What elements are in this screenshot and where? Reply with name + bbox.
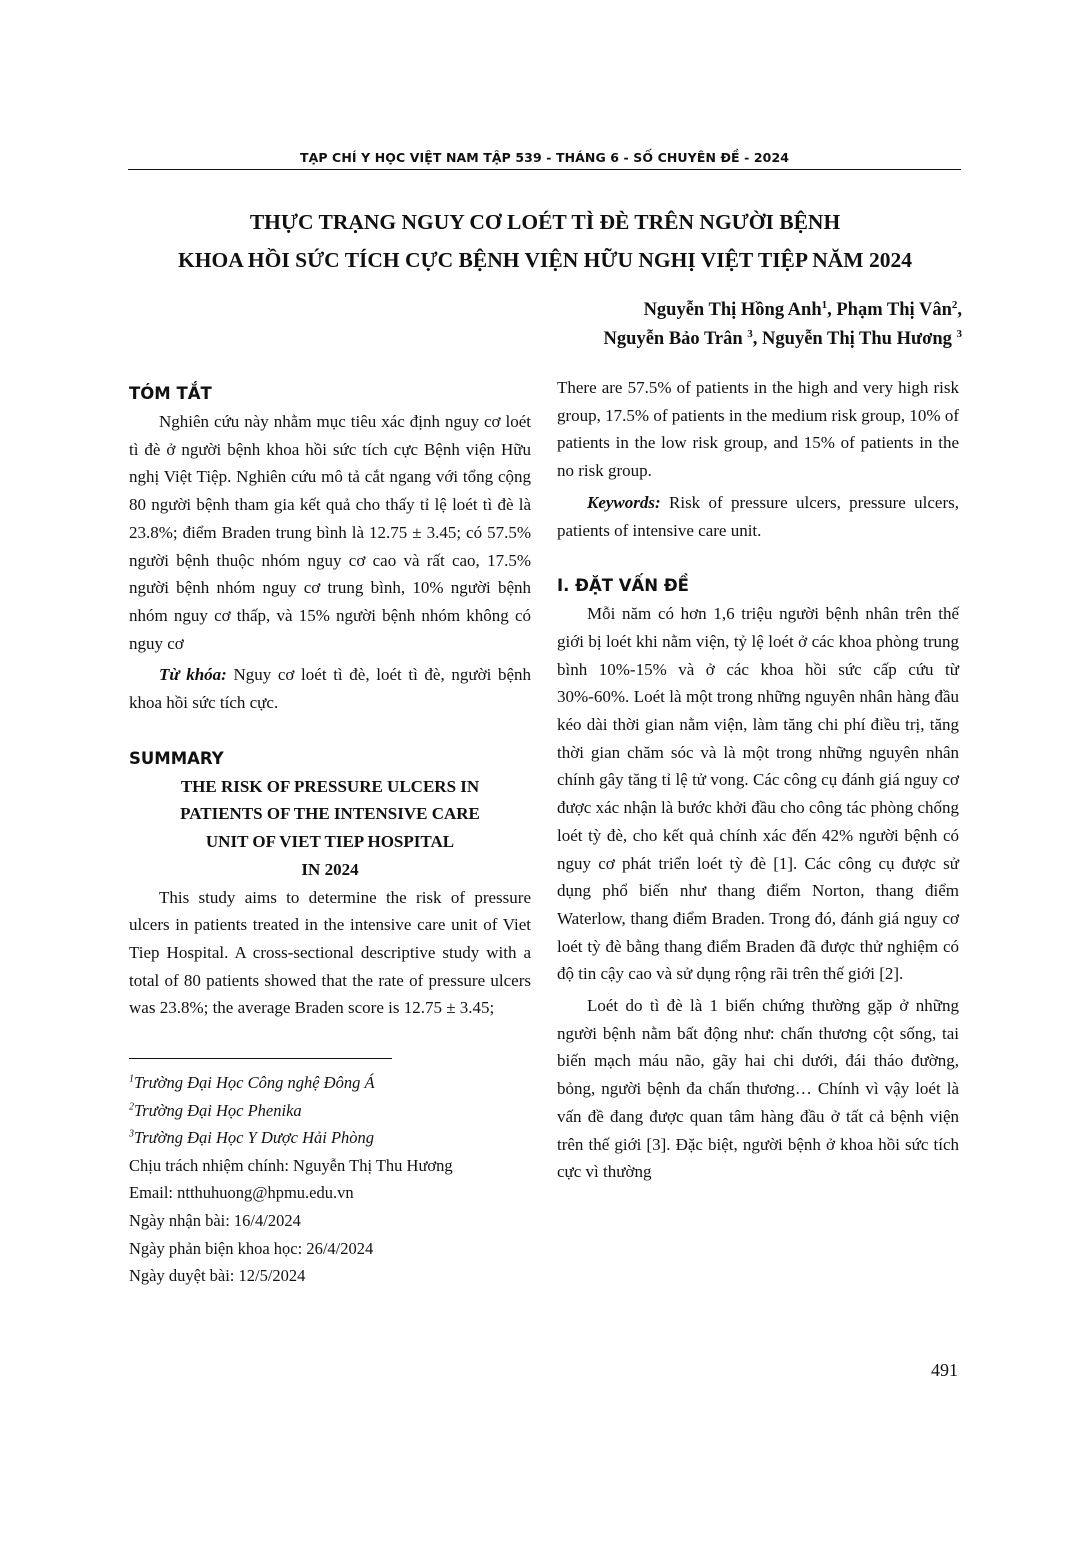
abstract-keywords — [129, 661, 531, 716]
contact-email: Email: ntthuhuong@hpmu.edu.vn — [129, 1183, 354, 1203]
affiliation-3 — [129, 1124, 531, 1152]
summary-title — [129, 773, 531, 884]
affiliation-number: 1 — [129, 1073, 134, 1085]
affiliation-text: Trường Đại Học Công nghệ Đông Á — [134, 1073, 375, 1093]
summary-text: This study aims to determine the risk of pressure ulcers in patients treated in the intensive care unit of Viet Tiep Hospital. A cross-sectional descriptive study with a total of 80 patients showed that the rate of pressure ulcers was 23.8%; the average Braden score is 12.75 ± 3.45; — [129, 887, 531, 1018]
title-line-2: KHOA HỒI SỨC TÍCH CỰC BỆNH VIỆN HỮU NGHỊ VIỆT TIỆP NĂM 2024 — [178, 248, 912, 272]
section-1-paragraph-2: Loét do tì đè là 1 biến chứng thường gặp ở những người bệnh nằm bất động như: chấn thương cột sống, tai biến mạch máu não, gãy hai chi dưới, đái tháo đường, bỏng, người bệnh đa chấn thương… Chính vì vậy loét là vấn đề đang được quan tâm hàng đầu ở tất cả bệnh viện trên thế giới [3]. Đặc biệt, người bệnh ở khoa hồi sức tích cực vì thường — [557, 996, 959, 1182]
author-list — [262, 296, 962, 354]
affiliation-number: 2 — [129, 1101, 134, 1113]
affiliation-text: Trường Đại Học Y Dược Hải Phòng — [134, 1128, 375, 1148]
received-date: Ngày nhận bài: 16/4/2024 — [129, 1211, 301, 1231]
summary-keywords — [557, 489, 959, 544]
right-column — [557, 374, 959, 1186]
abstract-text: Nghiên cứu này nhằm mục tiêu xác định nguy cơ loét tì đè ở người bệnh khoa hồi sức tích cực Bệnh viện Hữu nghị Việt Tiệp. Nghiên cứu mô tả cắt ngang với tổng cộng 80 người bệnh tham gia kết quả cho thấy tỉ lệ loét tì đè là 23.8%; điểm Braden trung bình là 12.75 ± 3.45; có 57.5% người bệnh thuộc nhóm nguy cơ cao và rất cao, 17.5% người bệnh nhóm nguy cơ trung bình, 10% người bệnh nhóm nguy cơ thấp, và 15% người bệnh nhóm không có nguy cơ — [129, 412, 531, 653]
running-header: TẠP CHÍ Y HỌC VIỆT NAM TẬP 539 - THÁNG 6 - SỐ CHUYÊN ĐỀ - 2024 — [299, 150, 790, 165]
article-title — [100, 203, 990, 279]
title-line-1: THỰC TRẠNG NGUY CƠ LOÉT TÌ ĐÈ TRÊN NGƯỜI BỆNH — [249, 210, 841, 234]
author-name: Nguyễn Thị Hồng Anh — [643, 300, 822, 320]
affiliation-mark: 2 — [951, 298, 958, 311]
author-line-2: Nguyễn Bảo Trân $^3$, Nguyễn Thị Thu Hương $^3$ — [603, 327, 962, 349]
header-rule — [128, 169, 961, 170]
summary-title-line: PATIENTS OF THE INTENSIVE CARE — [180, 804, 480, 824]
footnotes — [129, 1069, 531, 1290]
author-line-1: Nguyễn Thị Hồng Anh$^1$, Phạm Thị Vân$^2$, — [643, 298, 962, 320]
corresponding-author: Chịu trách nhiệm chính: Nguyễn Thị Thu Hương — [129, 1155, 453, 1175]
affiliation-mark: 3 — [747, 327, 753, 340]
page-number: 491 — [931, 1360, 958, 1380]
affiliation-mark: 3 — [956, 327, 962, 340]
affiliation-1 — [129, 1069, 531, 1097]
summary-title-line: IN 2024 — [301, 859, 359, 879]
summary-heading: SUMMARY — [129, 748, 224, 768]
keywords-text: Risk of pressure ulcers, pressure ulcers, patients of intensive care unit. — [557, 492, 959, 540]
abstract-heading: TÓM TẮT — [129, 384, 212, 403]
affiliation-mark: 1 — [821, 298, 828, 311]
footnote-rule — [129, 1058, 392, 1059]
review-date: Ngày phản biện khoa học: 26/4/2024 — [129, 1238, 374, 1258]
summary-title-line: THE RISK OF PRESSURE ULCERS IN — [180, 776, 480, 796]
affiliation-text: Trường Đại Học Phenika — [134, 1100, 302, 1120]
keywords-label: Keywords: — [587, 492, 661, 512]
section-1-paragraph-1: Mỗi năm có hơn 1,6 triệu người bệnh nhân trên thế giới bị loét khi nằm viện, tỷ lệ loét ở các khoa phòng trung bình 10%-15% và ở các khoa hồi sức cấp cứu từ 30%-60%. Loét là một trong những nguyên nhân hàng đầu kéo dài thời gian nằm viện, làm tăng chi phí điều trị, tăng thời gian chăm sóc và là một trong những nguyên nhân chính gây tăng tỉ lệ tử vong. Các công cụ đánh giá nguy cơ được xác nhận là bước khởi đầu cho công tác phòng chống loét tỳ đè, cho kết quả chính xác đến 42% người bệnh có nguy cơ phát triển loét tỳ đè [1]. Các công cụ được sử dụng phổ biến như thang điểm Norton, thang điểm Waterlow, thang điểm Braden. Trong đó, đánh giá nguy cơ loét tỳ đè bằng thang điểm Braden đã được thử nghiệm có độ tin cậy cao và sử dụng rộng rãi trên thế giới [2]. — [557, 604, 959, 984]
left-column — [129, 374, 531, 1290]
summary-title-line: UNIT OF VIET TIEP HOSPITAL — [205, 832, 455, 852]
author-name: Nguyễn Bảo Trân — [603, 329, 748, 349]
author-name: Nguyễn Thị Thu Hương — [762, 329, 957, 349]
summary-text-continued: There are 57.5% of patients in the high and very high risk group, 17.5% of patients in the medium risk group, 10% of patients in the low risk group, and 15% of patients in the no risk group. — [557, 378, 959, 481]
section-1-heading: I. ĐẶT VẤN ĐỀ — [557, 576, 689, 596]
affiliation-number: 3 — [129, 1128, 134, 1140]
keywords-text: Nguy cơ loét tì đè, loét tì đè, người bệnh khoa hồi sức tích cực. — [129, 665, 531, 713]
author-name: Phạm Thị Vân — [836, 300, 952, 320]
keywords-label: Từ khóa: — [159, 665, 227, 685]
affiliation-2 — [129, 1097, 531, 1125]
accepted-date: Ngày duyệt bài: 12/5/2024 — [129, 1266, 306, 1286]
